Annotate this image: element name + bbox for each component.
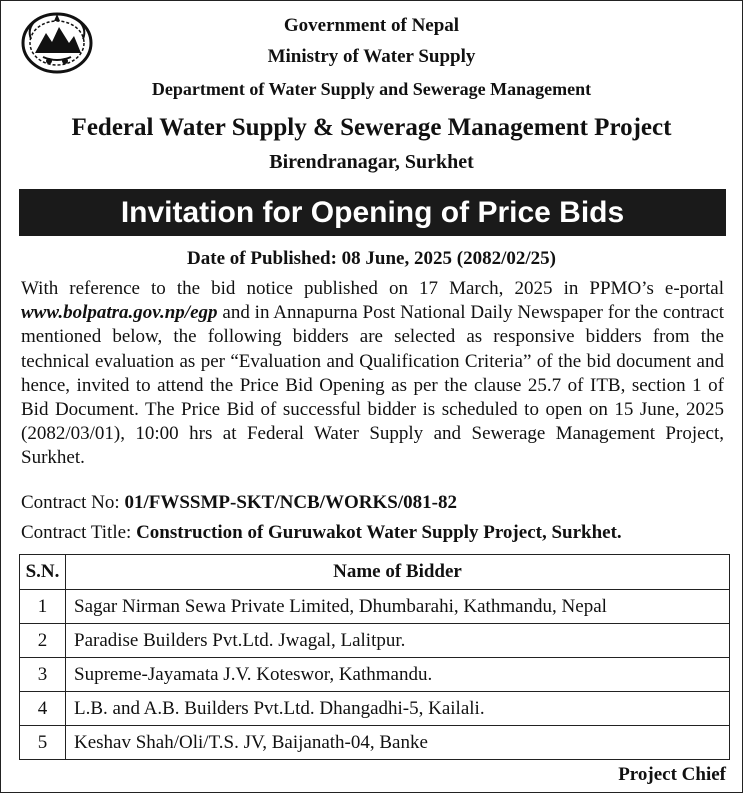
row-bidder-name: Supreme-Jayamata J.V. Koteswor, Kathmandu. (66, 658, 730, 692)
notice-title: Invitation for Opening of Price Bids (120, 195, 625, 229)
row-bidder-name: L.B. and A.B. Builders Pvt.Ltd. Dhangadhi-5, Kailali. (66, 692, 730, 726)
contract-title-value: Construction of Guruwakot Water Supply Project, Surkhet. (136, 522, 622, 543)
table-row (20, 692, 730, 726)
bidders-table (19, 554, 730, 760)
table-header-row (20, 555, 730, 590)
contract-number-value: 01/FWSSMP-SKT/NCB/WORKS/081-82 (124, 492, 457, 513)
notice-body (21, 277, 724, 471)
table-row (20, 726, 730, 760)
row-bidder-name: Sagar Nirman Sewa Private Limited, Dhumbarahi, Kathmandu, Nepal (66, 590, 730, 624)
row-sn: 5 (20, 726, 66, 760)
bidder-name-header: Name of Bidder (66, 555, 730, 590)
row-bidder-name: Paradise Builders Pvt.Ltd. Jwagal, Lalitpur. (66, 624, 730, 658)
ministry-name: Ministry of Water Supply (267, 46, 476, 67)
row-sn: 2 (20, 624, 66, 658)
table-row (20, 658, 730, 692)
body-text-2: and in Annapurna Post National Daily Newspaper for the contract mentioned below, the following bidders are selected as responsive bidders from the technical evaluation as per “Evaluation and Qualification Criteria” of the bid document and hence, invited to attend the Price Bid Opening as per the clause 25.7 of ITB, section 1 of Bid Document. The Price Bid of successful bidder is scheduled to open on 15 June, 2025 (2082/03/01), 10:00 hrs at Federal Water Supply and Sewerage Management Project, Surkhet. (21, 302, 724, 469)
row-sn: 3 (20, 658, 66, 692)
body-text-1: With reference to the bid notice published on 17 March, 2025 in PPMO’s e-portal (21, 278, 724, 299)
published-date: Date of Published: 08 June, 2025 (2082/02/25) (187, 248, 556, 269)
project-name: Federal Water Supply & Sewerage Management Project (71, 114, 672, 141)
portal-url: www.bolpatra.gov.np/egp (21, 302, 218, 324)
sn-header: S.N. (20, 555, 66, 590)
table-row (20, 624, 730, 658)
row-bidder-name: Keshav Shah/Oli/T.S. JV, Baijanath-04, Banke (66, 726, 730, 760)
contract-title-label: Contract Title: (21, 522, 137, 543)
table-row (20, 590, 730, 624)
contract-number (21, 492, 457, 514)
signatory-title: Project Chief (618, 764, 726, 785)
contract-title (21, 522, 622, 544)
row-sn: 4 (20, 692, 66, 726)
project-location: Birendranagar, Surkhet (269, 151, 474, 173)
department-name: Department of Water Supply and Sewerage Management (151, 79, 592, 99)
row-sn: 1 (20, 590, 66, 624)
govt-name: Government of Nepal (283, 15, 460, 36)
notice-title-banner (19, 189, 726, 236)
contract-number-label: Contract No: (21, 492, 125, 513)
